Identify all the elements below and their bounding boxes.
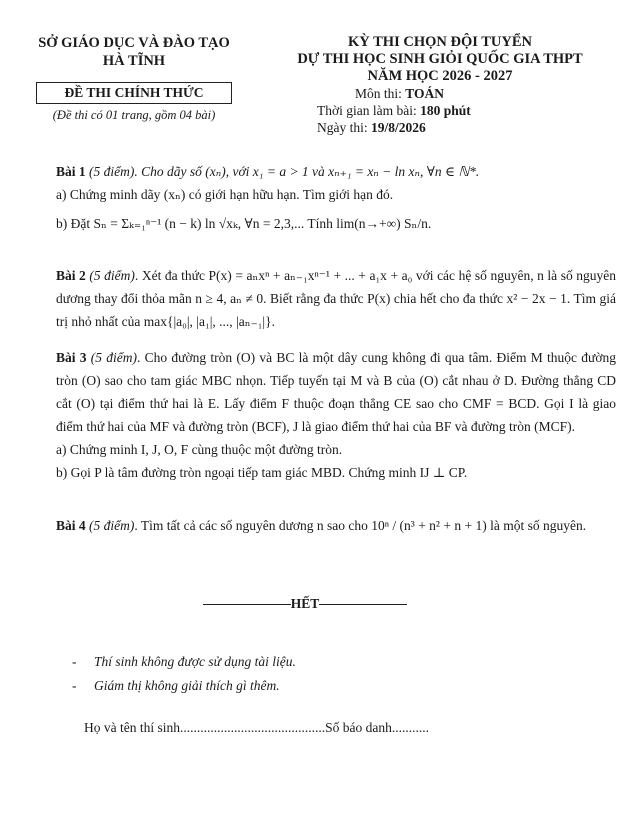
problem-4	[56, 514, 616, 537]
province-name: HÀ TĨNH	[102, 53, 166, 69]
problem-3-statement: . Cho đường tròn (O) và BC là một dây cung không đi qua tâm. Điểm M thuộc đường tròn (O) sao cho tam giác MBC nhọn. Tiếp tuyến tại M và B của (O) cắt nhau ở D. Đường thẳng CD cắt (O) tại điểm thứ hai là E. Lấy điểm F thuộc đoạn thẳng CE sao cho CMF = BCD. Gọi I là giao điểm thứ hai của MF và đường tròn (BCF), J là giao điểm thứ hai của BF và đường tròn (MCF).	[56, 350, 617, 434]
time-value: 180 phút	[420, 103, 471, 118]
date-line	[255, 119, 625, 136]
problem-3-title: Bài 3	[56, 350, 87, 365]
note-bullet: -	[72, 654, 77, 669]
problem-1-part-a: a) Chứng minh dãy (xₙ) có giới hạn hữu hạn. Tìm giới hạn đó.	[56, 187, 394, 202]
note-bullet: -	[72, 678, 77, 693]
problem-2	[56, 264, 616, 333]
end-mark	[190, 596, 420, 612]
exam-title-1: KỲ THI CHỌN ĐỘI TUYỂN	[348, 34, 532, 50]
date-label: Ngày thi:	[317, 120, 371, 135]
problem-2-points: (5 điểm)	[89, 268, 135, 283]
header-left	[18, 34, 250, 124]
problem-3-points: (5 điểm)	[90, 350, 138, 365]
subject-value: TOÁN	[405, 86, 445, 101]
note-item	[72, 650, 296, 674]
problem-4-statement: . Tìm tất cả các số nguyên dương n sao cho 10ⁿ / (n³ + n² + n + 1) là một số nguyên.	[134, 518, 587, 533]
end-label: HẾT	[290, 596, 320, 611]
problem-2-title: Bài 2	[56, 268, 86, 283]
candidate-number-label: Số báo danh	[325, 720, 392, 735]
problem-2-text	[56, 264, 616, 333]
problem-1-line-1	[56, 160, 616, 183]
subject-label: Môn thi:	[355, 86, 406, 101]
end-rule-right	[319, 604, 407, 605]
time-label: Thời gian làm bài:	[317, 103, 421, 118]
problem-1-statement: . Cho dãy số (xₙ), với x₁ = a > 1 và xₙ₊₁ = xₙ − ln xₙ, ∀n ∈ ℕ*.	[134, 164, 480, 179]
department-name: SỞ GIÁO DỤC VÀ ĐÀO TẠO	[38, 35, 230, 51]
end-rule-left	[203, 604, 291, 605]
note-item	[72, 674, 296, 698]
candidate-info	[84, 720, 429, 736]
official-label: ĐỀ THI CHÍNH THỨC	[36, 82, 232, 104]
problem-3-part-a: a) Chứng minh I, J, O, F cùng thuộc một đường tròn.	[56, 442, 343, 457]
header-right	[255, 34, 625, 136]
page-note: (Đề thi có 01 trang, gồm 04 bài)	[52, 108, 216, 122]
candidate-number-field[interactable]: ...........	[391, 720, 429, 735]
time-line	[255, 102, 625, 119]
problem-2-statement: . Xét đa thức P(x) = aₙxⁿ + aₙ₋₁xⁿ⁻¹ + ... + a₁x + a₀ với các hệ số nguyên, n là số nguyên dương thay đổi thỏa mãn n ≥ 4, aₙ ≠ 0. Biết rằng đa thức P(x) chia hết cho đa thức x² − 2x − 1. Tìm giá trị nhỏ nhất của max{|a₀|, |a₁|, ..., |aₙ₋₁|}.	[56, 268, 617, 329]
candidate-name-field[interactable]: ...........................................	[180, 720, 326, 735]
school-year: NĂM HỌC 2026 - 2027	[367, 68, 513, 84]
problem-3	[56, 346, 616, 484]
problem-1	[56, 160, 616, 235]
exam-title-2: DỰ THI HỌC SINH GIỎI QUỐC GIA THPT	[297, 51, 583, 67]
date-value: 19/8/2026	[371, 120, 426, 135]
problem-4-title: Bài 4	[56, 518, 86, 533]
note-text: Giám thị không giải thích gì thêm.	[94, 678, 280, 693]
problem-3-part-b: b) Gọi P là tâm đường tròn ngoại tiếp tam giác MBD. Chứng minh IJ ⊥ CP.	[56, 465, 468, 480]
problem-4-text	[56, 514, 616, 537]
problem-1-part-b: b) Đặt Sₙ = Σₖ₌₁ⁿ⁻¹ (n − k) ln √xₖ, ∀n = 2,3,... Tính lim(n→+∞) Sₙ/n.	[56, 216, 432, 231]
problem-1-points: (5 điểm)	[89, 164, 135, 179]
exam-notes	[72, 650, 296, 698]
problem-4-points: (5 điểm)	[89, 518, 135, 533]
subject-line	[255, 85, 625, 102]
problem-1-title: Bài 1	[56, 164, 86, 179]
note-text: Thí sinh không được sử dụng tài liệu.	[94, 654, 296, 669]
problem-3-text	[56, 346, 616, 438]
candidate-name-label: Họ và tên thí sinh	[84, 720, 180, 735]
